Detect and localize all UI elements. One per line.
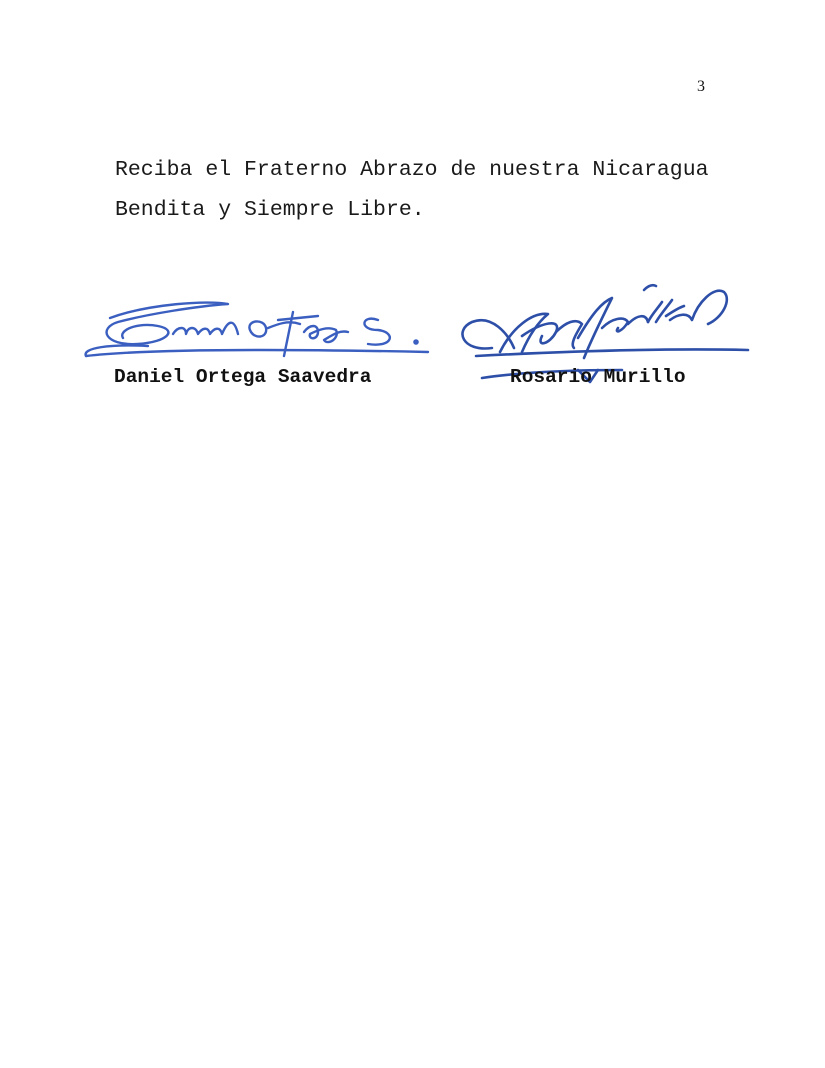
- page-number: 3: [697, 78, 705, 95]
- signer-name-murillo: Rosario Murillo: [510, 366, 686, 388]
- closing-line-2: Bendita y Siempre Libre.: [115, 198, 425, 222]
- signer-name-ortega: Daniel Ortega Saavedra: [114, 366, 372, 388]
- signature-ortega: [78, 290, 438, 370]
- closing-line-1: Reciba el Fraterno Abrazo de nuestra Nicaragua: [115, 158, 709, 182]
- closing-paragraph: [115, 150, 755, 230]
